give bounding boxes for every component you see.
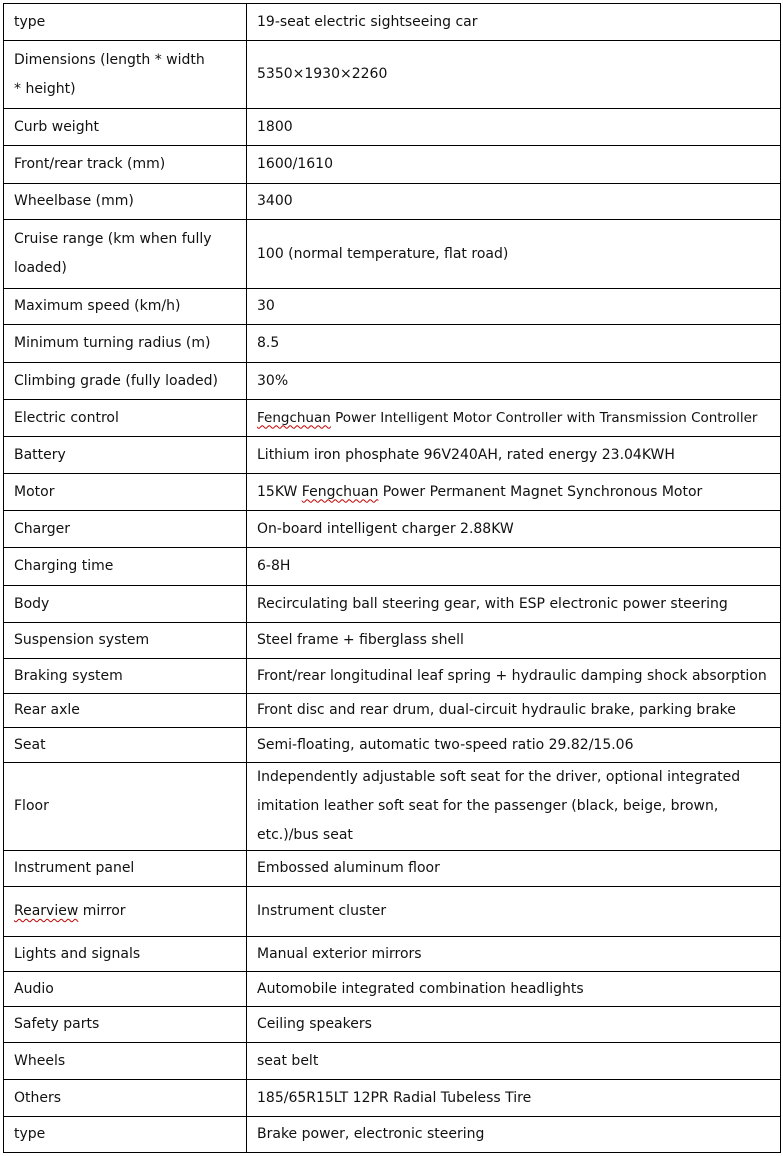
table-row (4, 220, 781, 289)
row-value: 30% (247, 363, 781, 400)
row-label: Dimensions (length * width * height) (4, 41, 247, 109)
row-label: Suspension system (4, 623, 247, 659)
row-value-rest: Power Intelligent Motor Controller with Transmission Controller (330, 409, 758, 426)
row-label: Wheelbase (mm) (4, 184, 247, 220)
table-row (4, 937, 781, 972)
table-row (4, 728, 781, 763)
table-row (4, 437, 781, 474)
row-value (247, 400, 781, 437)
row-label: Maximum speed (km/h) (4, 289, 247, 325)
row-value: 30 (247, 289, 781, 325)
row-value: Semi-floating, automatic two-speed ratio 29.82/15.06 (247, 728, 781, 763)
row-label: Front/rear track (mm) (4, 146, 247, 184)
spellcheck-word: Fengchuan (257, 409, 331, 426)
table-row (4, 363, 781, 400)
table-row (4, 289, 781, 325)
table-row (4, 109, 781, 146)
row-label: Rear axle (4, 694, 247, 728)
row-value: Automobile integrated combination headlights (247, 972, 781, 1007)
table-row (4, 694, 781, 728)
table-row (4, 1117, 781, 1153)
row-value: Brake power, electronic steering (247, 1117, 781, 1153)
row-value: Embossed aluminum floor (247, 851, 781, 887)
row-value: Front/rear longitudinal leaf spring + hydraulic damping shock absorption (247, 659, 781, 694)
row-label: Minimum turning radius (m) (4, 325, 247, 363)
row-value: seat belt (247, 1043, 781, 1080)
row-label: type (4, 4, 247, 41)
row-label: Seat (4, 728, 247, 763)
row-value: Lithium iron phosphate 96V240AH, rated energy 23.04KWH (247, 437, 781, 474)
row-value: Front disc and rear drum, dual-circuit hydraulic brake, parking brake (247, 694, 781, 728)
row-value (247, 474, 781, 511)
table-row (4, 623, 781, 659)
table-row (4, 972, 781, 1007)
table-row (4, 851, 781, 887)
row-label: Wheels (4, 1043, 247, 1080)
row-value-pre: 15KW (257, 483, 302, 500)
row-label: Safety parts (4, 1007, 247, 1043)
row-value: 185/65R15LT 12PR Radial Tubeless Tire (247, 1080, 781, 1117)
row-label: Floor (4, 763, 247, 851)
row-label: Charger (4, 511, 247, 548)
row-value: Instrument cluster (247, 887, 781, 937)
row-label: Cruise range (km when fully loaded) (4, 220, 247, 289)
row-value: 1600/1610 (247, 146, 781, 184)
table-row (4, 41, 781, 109)
row-label: type (4, 1117, 247, 1153)
spec-table (3, 3, 781, 1153)
row-value: Independently adjustable soft seat for the driver, optional integrated imitation leather soft seat for the passenger (black, beige, brown, etc.)/bus seat (247, 763, 781, 851)
row-label: Braking system (4, 659, 247, 694)
spellcheck-word: Rearview (14, 903, 79, 919)
table-row (4, 887, 781, 937)
row-label: Lights and signals (4, 937, 247, 972)
table-row (4, 659, 781, 694)
table-row (4, 586, 781, 623)
table-row (4, 325, 781, 363)
table-row (4, 1043, 781, 1080)
table-row (4, 511, 781, 548)
row-value: Manual exterior mirrors (247, 937, 781, 972)
row-label: Others (4, 1080, 247, 1117)
row-value: 100 (normal temperature, flat road) (247, 220, 781, 289)
table-row (4, 474, 781, 511)
row-value: Recirculating ball steering gear, with ESP electronic power steering (247, 586, 781, 623)
table-row (4, 1007, 781, 1043)
table-row (4, 4, 781, 41)
row-label: Motor (4, 474, 247, 511)
table-row (4, 763, 781, 851)
table-row (4, 400, 781, 437)
row-label: Battery (4, 437, 247, 474)
row-value: 1800 (247, 109, 781, 146)
row-value: Steel frame + fiberglass shell (247, 623, 781, 659)
table-row (4, 146, 781, 184)
row-value: 19-seat electric sightseeing car (247, 4, 781, 41)
row-label: Charging time (4, 548, 247, 586)
row-label: Body (4, 586, 247, 623)
row-label: Audio (4, 972, 247, 1007)
row-label (4, 887, 247, 937)
row-value: 3400 (247, 184, 781, 220)
row-value: 6-8H (247, 548, 781, 586)
row-value: 5350×1930×2260 (247, 41, 781, 109)
table-row (4, 548, 781, 586)
row-value: 8.5 (247, 325, 781, 363)
row-label-rest: mirror (78, 903, 126, 919)
row-value: Ceiling speakers (247, 1007, 781, 1043)
row-label: Electric control (4, 400, 247, 437)
row-value: On-board intelligent charger 2.88KW (247, 511, 781, 548)
table-row (4, 184, 781, 220)
table-row (4, 1080, 781, 1117)
row-label: Curb weight (4, 109, 247, 146)
row-value-rest: Power Permanent Magnet Synchronous Motor (378, 483, 703, 500)
row-label: Climbing grade (fully loaded) (4, 363, 247, 400)
row-label: Instrument panel (4, 851, 247, 887)
spellcheck-word: Fengchuan (301, 483, 379, 500)
